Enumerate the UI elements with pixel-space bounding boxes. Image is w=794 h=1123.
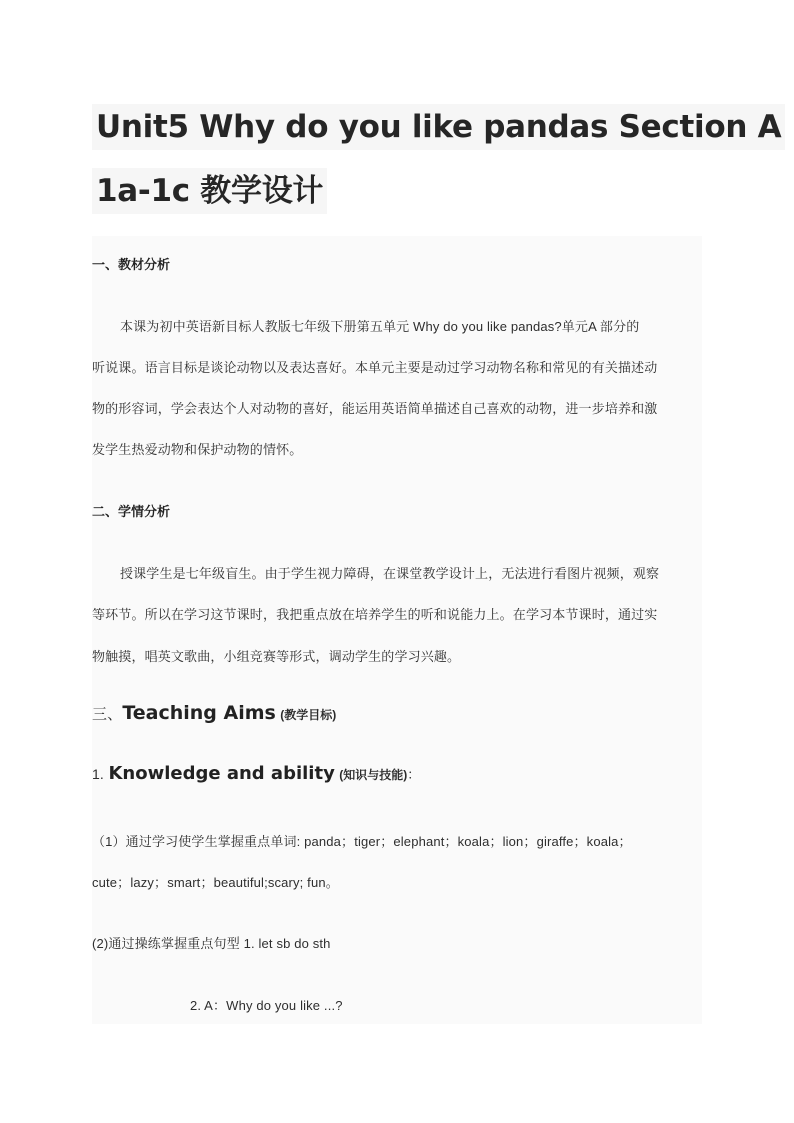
list-item: (2)通过操练掌握重点句型 1. let sb do sth [92, 936, 331, 951]
paragraph-line: 授课学生是七年级盲生。由于学生视力障碍，在课堂教学设计上，无法进行看图片视频，观察 [120, 566, 660, 581]
document-title-line-1: Unit5 Why do you like pandas Section A [92, 104, 785, 150]
list-item: 2. A：Why do you like ...? [190, 998, 343, 1013]
subheading-knowledge-ability [92, 763, 420, 784]
subheading-main: Knowledge and ability [108, 763, 335, 784]
heading-suffix: (教学目标) [280, 708, 337, 722]
paragraph-line: 发学生热爱动物和保护动物的情怀。 [92, 442, 303, 457]
section-heading-textbook-analysis: 一、教材分析 [92, 257, 171, 272]
document-body [92, 236, 702, 1024]
paragraph-line: 物的形容词，学会表达个人对动物的喜好，能运用英语简单描述自己喜欢的动物，进一步培养和激 [92, 401, 658, 416]
section-heading-teaching-aims [92, 702, 336, 724]
heading-prefix: 三、 [92, 706, 123, 723]
heading-main: Teaching Aims [122, 702, 276, 724]
document-title-line-2: 1a-1c 教学设计 [92, 168, 327, 214]
subheading-suffix: (知识与技能) [339, 768, 408, 782]
list-item: （1）通过学习使学生掌握重点单词: panda；tiger；elephant；koala；lion；giraffe；koala； [92, 834, 632, 849]
paragraph-line: 本课为初中英语新目标人教版七年级下册第五单元 Why do you like pandas?单元A 部分的 [120, 319, 640, 334]
subheading-colon: ： [407, 767, 421, 782]
list-item: cute；lazy；smart；beautiful;scary; fun。 [92, 875, 339, 890]
subheading-prefix: 1. [92, 766, 104, 782]
section-heading-student-analysis: 二、学情分析 [92, 504, 171, 519]
paragraph-line: 听说课。语言目标是谈论动物以及表达喜好。本单元主要是动过学习动物名称和常见的有关描述动 [92, 360, 658, 375]
paragraph-line: 等环节。所以在学习这节课时，我把重点放在培养学生的听和说能力上。在学习本节课时，通过实 [92, 607, 658, 622]
paragraph-line: 物触摸，唱英文歌曲，小组竞赛等形式，调动学生的学习兴趣。 [92, 649, 461, 664]
